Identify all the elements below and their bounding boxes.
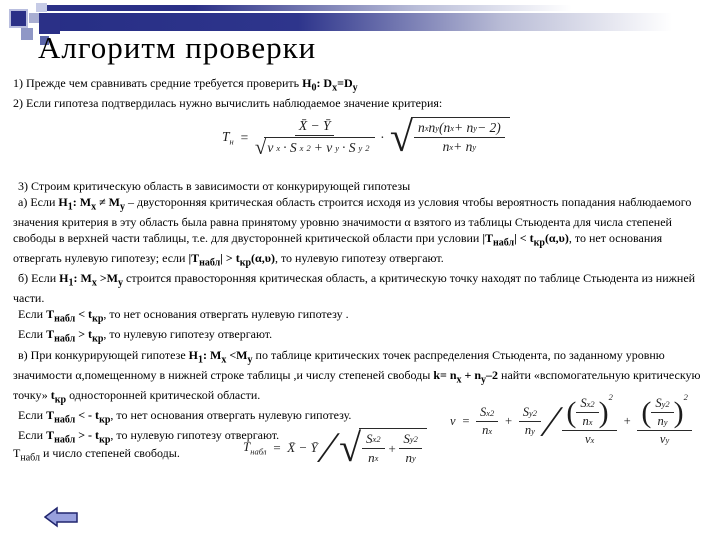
fraction-numerator: S y 2 xyxy=(399,431,422,449)
fraction-denominator: n x xyxy=(368,450,379,465)
step-1-text: 1) Прежде чем сравнивать средние требуется проверить $H_0$: $D_x=D_y$ xyxy=(13,76,358,94)
fraction xyxy=(414,120,505,155)
step-3-text: 3) Строим критическую область в зависимости от конкурирующей гипотезы xyxy=(18,179,411,193)
formula-t-nabl xyxy=(243,423,427,473)
fraction xyxy=(651,396,673,429)
back-arrow-icon xyxy=(45,508,77,526)
fraction-denominator: n y xyxy=(524,423,535,437)
formula-nu xyxy=(450,392,692,447)
radicand xyxy=(411,117,510,155)
case-v-text: в) При конкурирующей гипотезе $H_1$: $M_x <M_y$ по таблице критических точек распределения Стьюдента, по заданному уровню значимости α,помещенному в нижней строке таблицы ,и числу степеней свободы $k= n_x + n_y-2$ найти «вспомогательную критическую точку» $t_{кр}$ односторонней критической области. xyxy=(13,347,701,406)
intro-text-block xyxy=(13,76,711,112)
multiplication-dot: · xyxy=(380,130,384,145)
radical-sign-icon: √ xyxy=(389,115,413,161)
fraction xyxy=(562,392,617,447)
decor-square-icon xyxy=(36,3,47,12)
case-a-text: а) Если $H_1$: $M_x \ne M_y$ – двусторонняя критическая область строится исходя из условия чтобы вероятность попадания наблюдаемого значения критерия в эту область была равна принятому уровню значимости α взятого из таблицы Стьюдента для числа степеней свободы в верхней части таблицы, т.е. для двусторонней критической области при условии $|T_{набл}| < t_{кр}(\alpha,\upsilon)$, то нет основания отвергать нулевую гипотезу; если $|T_{набл}| > t_{кр}(\alpha,\upsilon)$, то нулевую гипотезу отвергают. xyxy=(13,194,692,269)
fraction-numerator: S y 2 xyxy=(651,396,673,413)
formula-lhs: $T_{набл}$ xyxy=(243,439,267,457)
case-b-rule-1: Если $T_{набл} < t_{кр}$, то нет основания отвергать нулевую гипотезу . xyxy=(18,307,349,325)
fraction-numerator xyxy=(637,392,692,431)
fraction-denominator: n y xyxy=(657,414,668,428)
formula-observed-criterion xyxy=(222,117,510,159)
radicand xyxy=(359,428,427,466)
decor-square-icon xyxy=(29,13,39,23)
fraction-numerator: S x 2 xyxy=(362,431,385,449)
fraction-numerator xyxy=(562,392,617,431)
close-paren: ) xyxy=(673,395,684,429)
exponent: 2 xyxy=(683,392,688,402)
fraction-numerator: S y 2 xyxy=(519,405,541,422)
division-slash: ∕ xyxy=(324,423,333,473)
square-root xyxy=(255,137,375,158)
open-paren: ( xyxy=(566,395,577,429)
footnote-text: $T_{набл}$ и число степеней свободы. xyxy=(13,446,180,464)
back-arrow-button[interactable] xyxy=(44,506,78,528)
close-paren: ) xyxy=(598,395,609,429)
fraction-denominator: n y xyxy=(405,450,416,465)
radicand: ν x · S x 2 + ν y · S y 2 xyxy=(264,137,374,156)
step-2-text: 2) Если гипотеза подтвердилась нужно вычислить наблюдаемое значение критерия: xyxy=(13,96,443,111)
header-thin-bar xyxy=(46,5,720,11)
plus-sign: + xyxy=(504,414,513,428)
fraction xyxy=(576,396,598,429)
fraction-numerator: n x n y (n x + n y − 2) xyxy=(414,120,505,138)
fraction xyxy=(255,118,375,158)
fraction-numerator: S x 2 xyxy=(476,405,498,422)
division-slash: ∕ xyxy=(548,396,556,446)
fraction xyxy=(362,431,385,466)
equals-sign: = xyxy=(272,440,282,455)
fraction-denominator: n x xyxy=(482,423,493,437)
header-thick-bar xyxy=(40,13,720,31)
plus-sign: + xyxy=(387,440,397,456)
difference-term: X̄ − Ȳ xyxy=(287,440,318,455)
case-b-text: б) Если $H_1$: $M_x >M_y$ строится правосторонняя критическая область, а критическую точку находят по таблице Стьюдента из нижней части. xyxy=(13,271,696,306)
fraction-denominator: n x xyxy=(582,414,593,428)
fraction-numerator: X̄ − Ȳ xyxy=(295,118,335,136)
fraction xyxy=(399,431,422,466)
slide-title-text: Алгоритм проверки xyxy=(38,30,317,65)
fraction xyxy=(476,405,498,438)
fraction xyxy=(637,392,692,447)
fraction-denominator: ν x xyxy=(584,432,595,446)
case-v-rule-2: Если $T_{набл}$ > - $t_{кр}$, то нулевую гипотезу отвергают. xyxy=(18,428,280,446)
slide-title xyxy=(38,30,316,66)
square-root xyxy=(339,425,427,470)
fraction-denominator: n x + n y xyxy=(442,139,477,154)
fraction-numerator: S x 2 xyxy=(576,396,598,413)
formula-lhs: ν xyxy=(450,414,456,428)
formula-lhs: $T_н$ xyxy=(222,129,234,147)
square-root xyxy=(390,117,510,159)
radical-sign-icon: √ xyxy=(254,135,267,159)
exponent: 2 xyxy=(608,392,613,402)
fraction-denominator xyxy=(255,136,375,158)
plus-sign: + xyxy=(622,414,632,428)
equals-sign: = xyxy=(461,414,470,428)
decor-square-icon xyxy=(9,9,28,28)
decor-square-icon xyxy=(21,28,33,40)
case-b-rule-2: Если $T_{набл} > t_{кр}$, то нулевую гипотезу отвергают. xyxy=(18,327,273,345)
fraction xyxy=(519,405,541,438)
open-paren: ( xyxy=(641,395,652,429)
case-v-rule-1: Если $T_{набл}$ < - $t_{кр}$, то нет основания отвергать нулевую гипотезу. xyxy=(18,408,352,426)
fraction-denominator: ν y xyxy=(659,432,670,446)
radical-sign-icon: √ xyxy=(339,425,362,470)
equals-sign: = xyxy=(239,130,249,145)
